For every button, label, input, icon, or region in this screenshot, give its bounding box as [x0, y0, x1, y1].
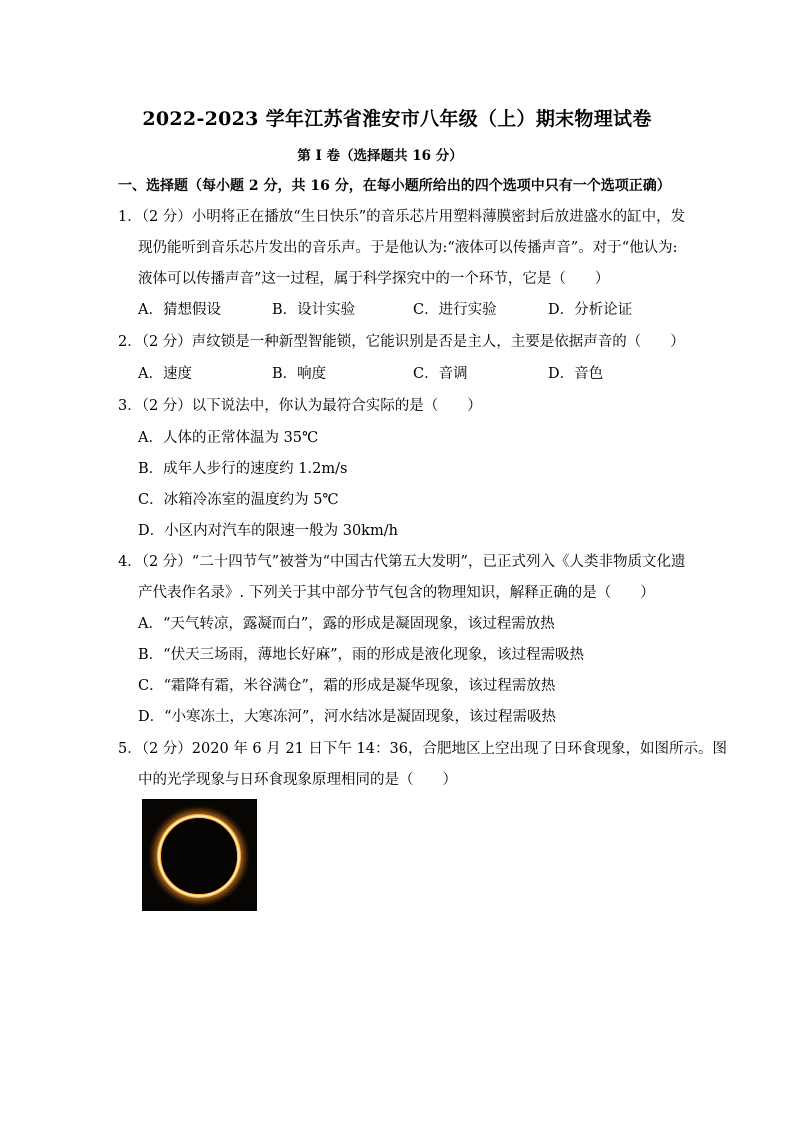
question-4-option-b: B．“伏天三场雨，薄地长好麻”，雨的形成是液化现象，该过程需吸热 [138, 647, 584, 663]
exam-title: 2022-2023 学年江苏省淮安市八年级（上）期末物理试卷 [142, 108, 652, 130]
question-2-option-d: D．音色 [548, 366, 604, 382]
question-2-option-a: A．速度 [138, 366, 192, 382]
part-heading: 第 I 卷（选择题共 16 分） [297, 148, 463, 164]
question-3-option-c: C．冰箱冷冻室的温度约为 5℃ [138, 492, 339, 508]
question-3-option-d: D．小区内对汽车的限速一般为 30km/h [138, 523, 398, 539]
question-4-option-c: C．“霜降有霜，米谷满仓”，霜的形成是凝华现象，该过程需放热 [138, 678, 556, 694]
question-1-line-2: 现仍能听到音乐芯片发出的音乐声。于是他认为:“液体可以传播声音”。对于“他认为: [138, 240, 678, 256]
question-1-option-b: B．设计实验 [272, 302, 356, 318]
question-1-line-1: 1．（2 分）小明将正在播放“生日快乐”的音乐芯片用塑料薄膜密封后放进盛水的缸中，发 [118, 209, 686, 225]
question-2-option-b: B．响度 [272, 366, 327, 382]
question-4-option-a: A．“天气转凉，露凝而白”，露的形成是凝固现象，该过程需放热 [138, 616, 555, 632]
question-1-option-d: D．分析论证 [548, 302, 633, 318]
question-1-option-c: C．进行实验 [413, 302, 497, 318]
question-2-line-1: 2．（2 分）声纹锁是一种新型智能锁，它能识别是否是主人，主要是依据声音的（ ） [118, 334, 685, 350]
question-4-option-d: D．“小寒冻土，大寒冻河”，河水结冰是凝固现象，该过程需吸热 [138, 709, 556, 725]
question-3-option-b: B．成年人步行的速度约 1.2m/s [138, 461, 348, 477]
question-1-option-a: A．猜想假设 [138, 302, 221, 318]
annular-eclipse-graphic [142, 799, 257, 911]
question-5-line-1: 5．（2 分）2020 年 6 月 21 日下午 14：36，合肥地区上空出现了日环食现象，如图所示。图 [118, 741, 727, 757]
question-4-line-2: 产代表作名录》. 下列关于其中部分节气包含的物理知识，解释正确的是（ ） [138, 585, 655, 601]
question-5-line-2: 中的光学现象与日环食现象原理相同的是（ ） [138, 772, 457, 788]
section-heading: 一、选择题（每小题 2 分，共 16 分，在每小题所给出的四个选项中只有一个选项正确） [118, 178, 671, 194]
question-1-line-3: 液体可以传播声音”这一过程，属于科学探究中的一个环节，它是（ ） [138, 271, 610, 287]
annular-eclipse-image [142, 799, 257, 911]
question-2-option-c: C．音调 [413, 366, 468, 382]
question-3-option-a: A．人体的正常体温为 35℃ [138, 430, 319, 446]
question-3-line-1: 3．（2 分）以下说法中，你认为最符合实际的是（ ） [118, 398, 482, 414]
question-4-line-1: 4．（2 分）“二十四节气”被誉为“中国古代第五大发明”，已正式列入《人类非物质文化遗 [118, 554, 686, 570]
